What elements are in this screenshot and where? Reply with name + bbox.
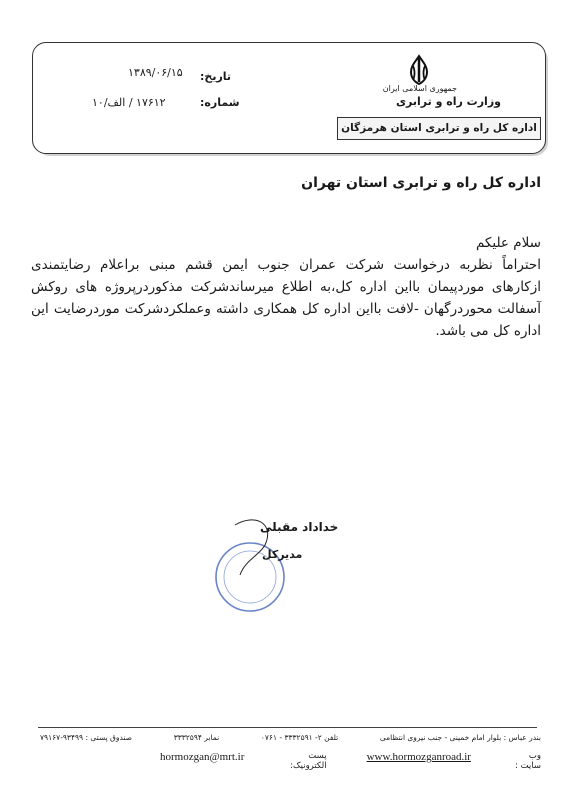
- letter-body: [31, 232, 541, 342]
- email-label: پست الکترونیک:: [290, 751, 327, 771]
- date-value: ۱۳۸۹/۰۶/۱۵: [128, 66, 183, 79]
- footer-fax: نمابر ۳۳۳۲۵۹۴: [173, 733, 220, 742]
- website-label: وب سایت :: [515, 751, 541, 771]
- body-paragraph: احتراماً نظربه درخواست شرکت عمران جنوب ایمن قشم مبنی براعلام رضایتمندی ازکارهای موردپیمان بااین اداره کل،به اطلاع میرساندشرکت مذکوردرپروژه های روکش آسفالت محوردرگهان -لافت بااین اداره کل همکاری داشته وعملکردشرکت موردرضایت این اداره کل می باشد.: [31, 257, 541, 339]
- number-value: ۱۷۶۱۲ / الف/۱۰: [92, 96, 166, 109]
- footer-divider: [38, 727, 537, 728]
- email-link[interactable]: hormozgan@mrt.ir: [160, 751, 245, 763]
- signatory-name: خداداد مقبلی: [260, 520, 339, 534]
- footer-web-row: [160, 751, 541, 771]
- date-label: تاریخ:: [200, 70, 232, 83]
- iran-emblem-icon: [401, 52, 437, 88]
- footer-contact-row: [40, 733, 541, 742]
- signatory-title: مدیرکل: [262, 548, 303, 561]
- greeting: سلام علیکم: [475, 235, 541, 251]
- department-name: اداره کل راه و ترابری استان هرمزگان: [337, 117, 541, 140]
- recipient: اداره کل راه و ترابری استان تهران: [301, 175, 541, 191]
- footer-phone: تلفن ۲- ۳۳۳۲۵۹۱ - ۰۷۶۱: [260, 733, 339, 742]
- footer-address: بندر عباس : بلوار امام خمینی - جنب نیروی انتظامی: [379, 733, 541, 742]
- footer-pobox: صندوق پستی : ۹۳۴۹۹-۷۹۱۶۷: [40, 733, 133, 742]
- ministry-name: وزارت راه و ترابری: [395, 95, 501, 108]
- letterhead-motto: جمهوری اسلامی ایران: [382, 84, 457, 93]
- website-link[interactable]: www.hormozganroad.ir: [366, 751, 471, 763]
- number-label: شماره:: [200, 96, 240, 109]
